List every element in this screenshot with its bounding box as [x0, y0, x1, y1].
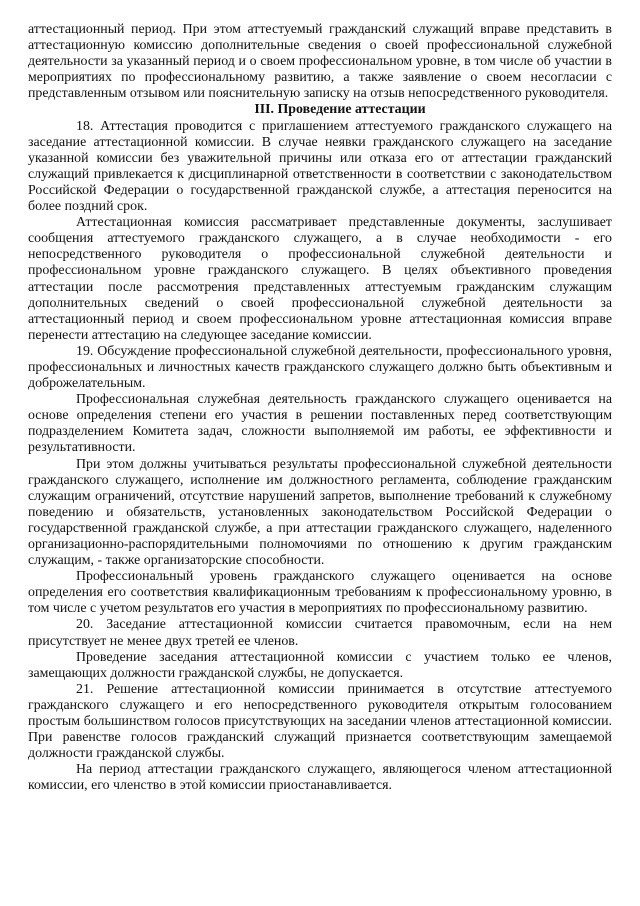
paragraph-continuation: аттестационный период. При этом аттестуемый гражданский служащий вправе представить в аттестационную комиссию дополнительные сведения о своей профессиональной служебной деятельности за указанный период и о своем профессиональном уровне, в том числе об участии в мероприятиях по профессиональному развитию, а также заявление о своем несогласии с представленным отзывом или пояснительную записку на отзыв непосредственного руководителя. [28, 22, 612, 102]
paragraph-20: 20. Заседание аттестационной комиссии считается правомочным, если на нем присутствует не менее двух третей ее членов. [28, 617, 612, 649]
section-heading: III. Проведение аттестации [254, 102, 426, 118]
paragraph-session-conduct: Проведение заседания аттестационной комиссии с участием только ее членов, замещающих должности гражданской службы, не допускается. [28, 649, 612, 681]
paragraph-results-considered: При этом должны учитываться результаты профессиональной служебной деятельности гражданского служащего, исполнение им должностного регламента, соблюдение гражданским служащим ограничений, отсутствие нарушений запретов, выполнение требований к служебному поведению и обязательств, установленных законодательством Российской Федерации о государственной гражданской службе, а при аттестации гражданского служащего, наделенного организационно-распорядительными полномочиями по отношению к другим гражданским служащим, - также организаторские способности. [28, 456, 612, 569]
paragraph-membership-suspension: На период аттестации гражданского служащего, являющегося членом аттестационной комиссии, его членство в этой комиссии приостанавливается. [28, 762, 612, 794]
paragraph-professional-level: Профессиональный уровень гражданского служащего оценивается на основе определения его соответствия квалификационным требованиям к профессиональному уровню, в том числе с учетом результатов его участия в мероприятиях по профессиональному развитию. [28, 569, 612, 617]
paragraph-commission-review: Аттестационная комиссия рассматривает представленные документы, заслушивает сообщения аттестуемого гражданского служащего, а в случае необходимости - его непосредственного руководителя о профессиональной служебной деятельности и профессиональном уровне гражданского служащего. В целях объективного проведения аттестации после рассмотрения представленных аттестуемым гражданским служащим дополнительных сведений о своей профессиональной служебной деятельности за аттестационный период и своем профессиональном уровне аттестационная комиссия вправе перенести аттестацию на следующее заседание комиссии. [28, 215, 612, 343]
paragraph-activity-assessment: Профессиональная служебная деятельность гражданского служащего оценивается на основе определения степени его участия в решении поставленных перед соответствующим подразделением Комитета задач, сложности выполняемой им работы, ее эффективности и результативности. [28, 392, 612, 456]
paragraph-18: 18. Аттестация проводится с приглашением аттестуемого гражданского служащего на заседание аттестационной комиссии. В случае неявки гражданского служащего на заседание указанной комиссии без уважительной причины или отказа его от аттестации гражданский служащий привлекается к дисциплинарной ответственности в соответствии с законодательством Российской Федерации о государственной гражданской службе, а аттестация переносится на более поздний срок. [28, 118, 612, 215]
document-page [28, 22, 612, 795]
paragraph-21: 21. Решение аттестационной комиссии принимается в отсутствие аттестуемого гражданского служащего и его непосредственного руководителя открытым голосованием простым большинством голосов присутствующих на заседании членов аттестационной комиссии. При равенстве голосов гражданский служащий признается соответствующим замещаемой должности гражданской службы. [28, 681, 612, 762]
paragraph-19: 19. Обсуждение профессиональной служебной деятельности, профессионального уровня, профессиональных и личностных качеств гражданского служащего должно быть объективным и доброжелательным. [28, 343, 612, 392]
